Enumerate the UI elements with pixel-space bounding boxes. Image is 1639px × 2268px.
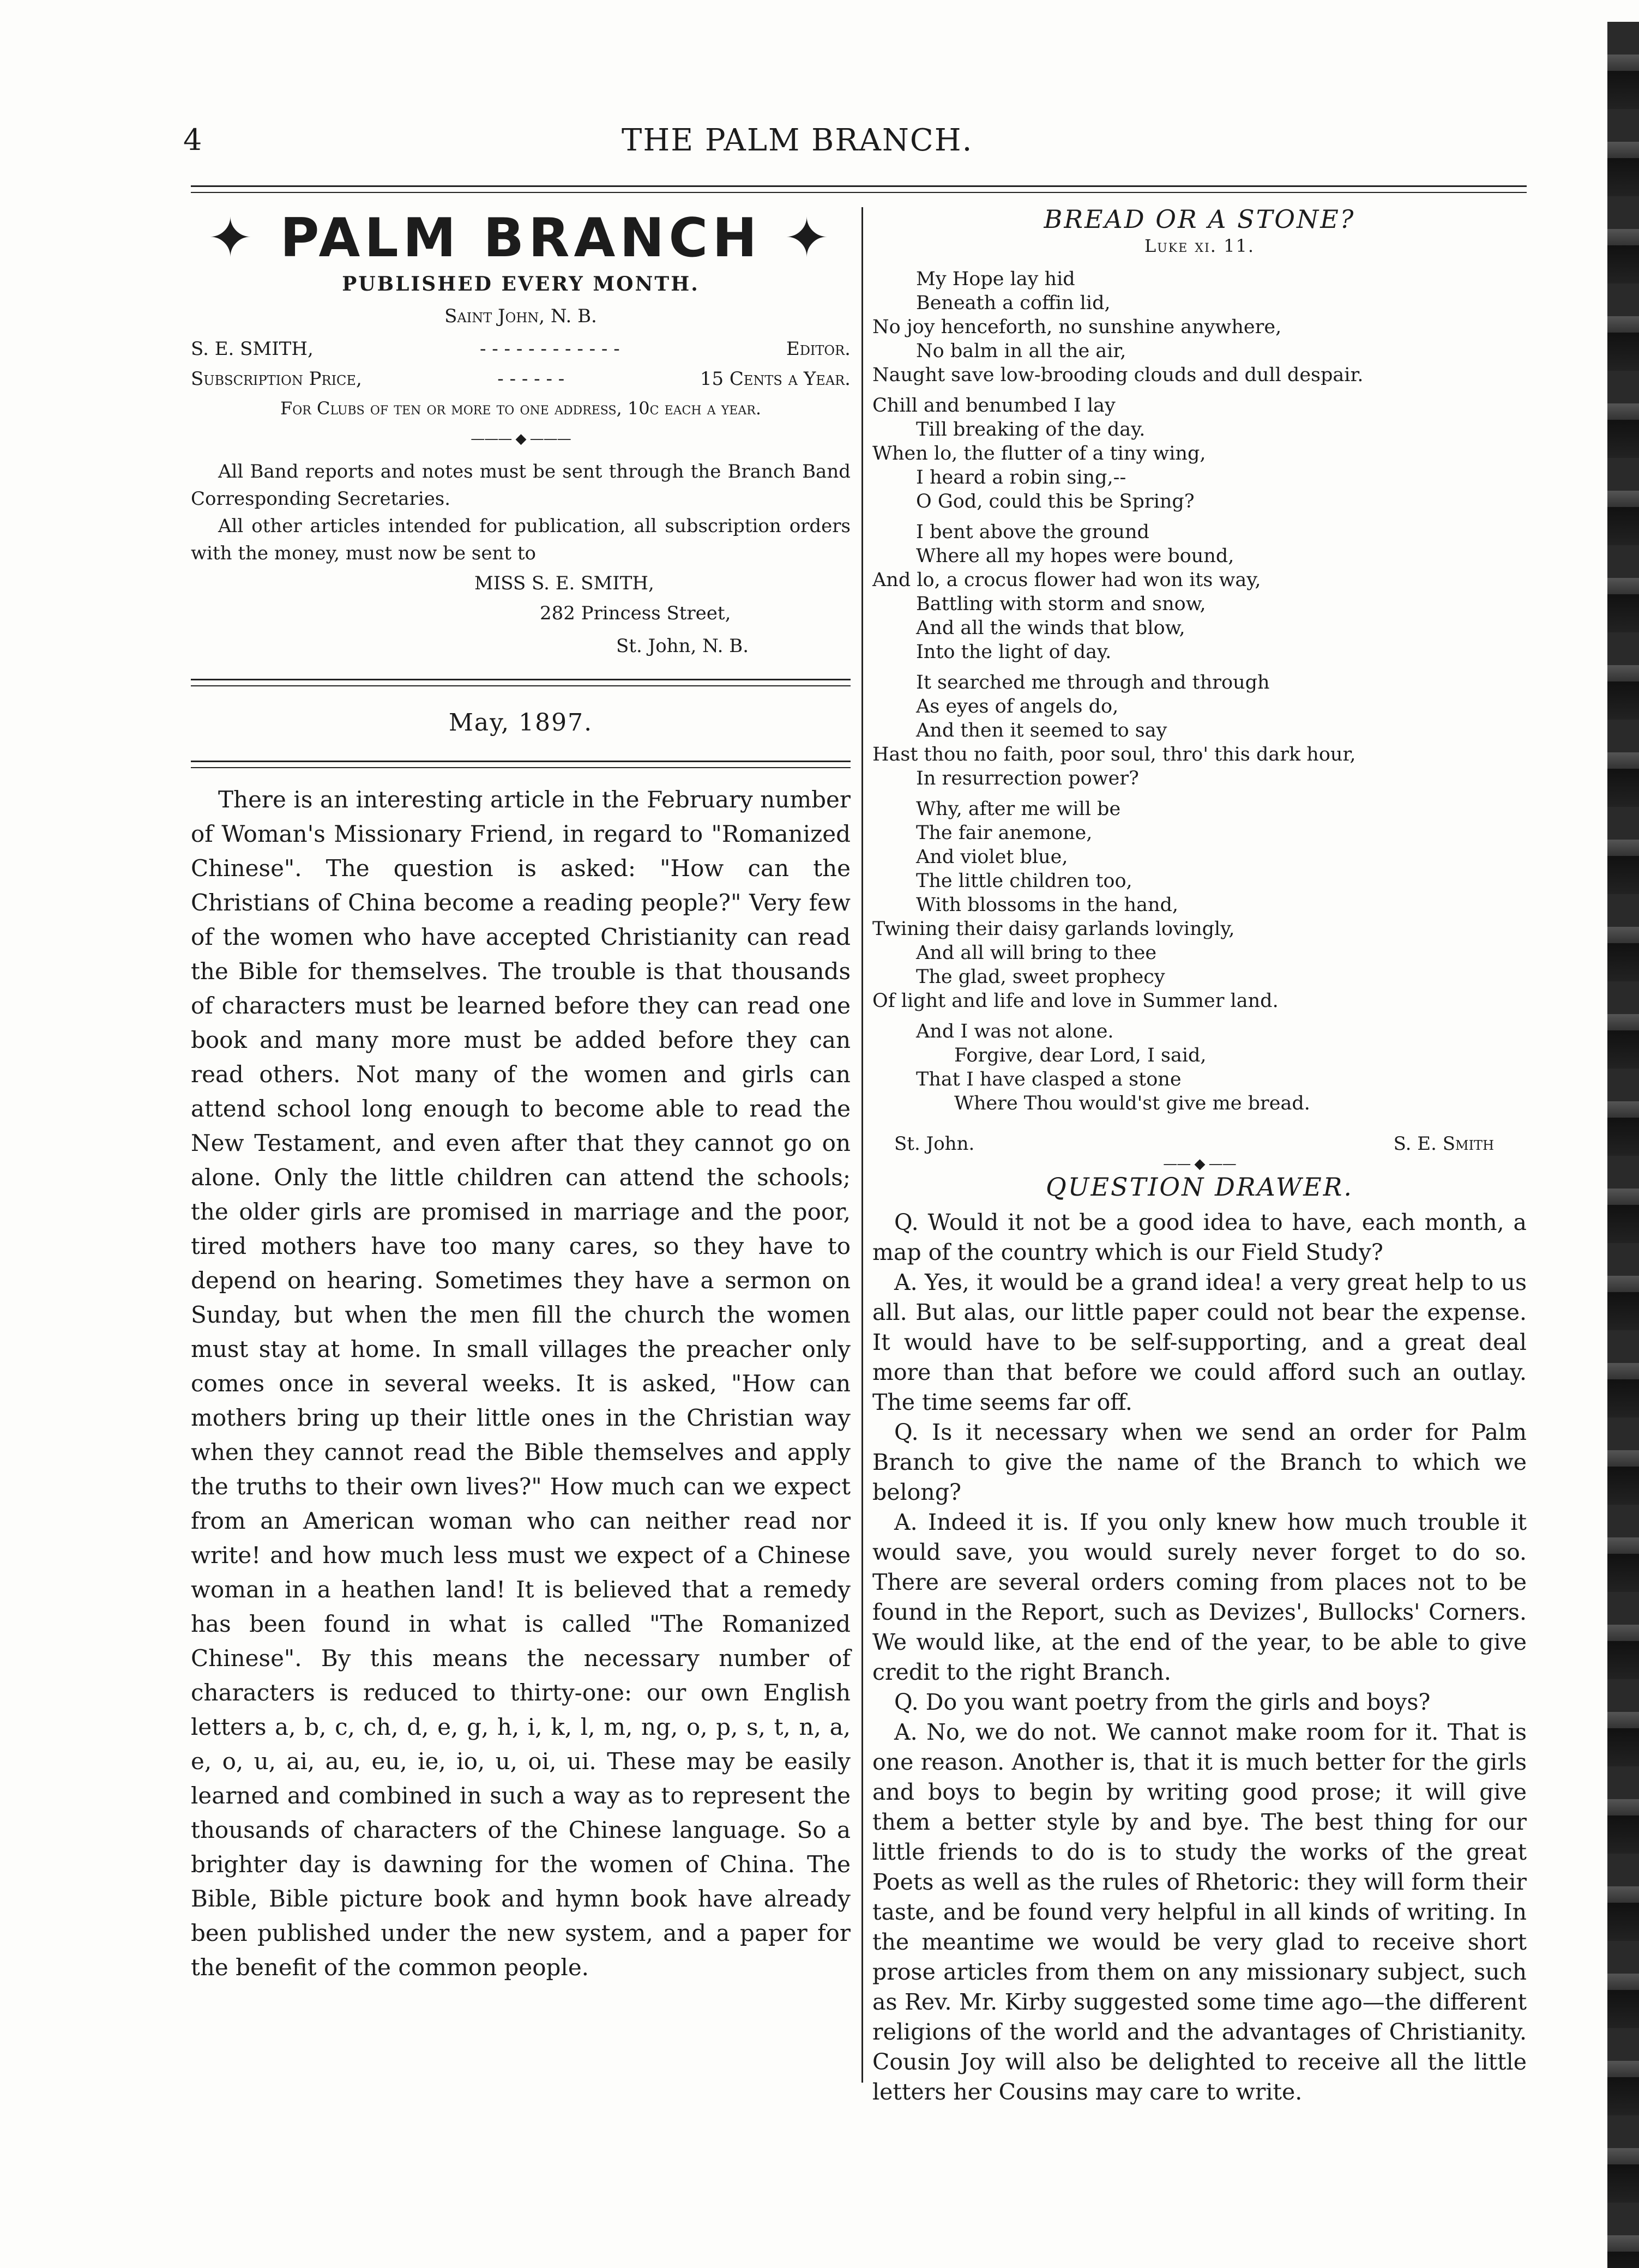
scan-edge bbox=[1607, 22, 1639, 2268]
price-label: Subscription Price, bbox=[191, 368, 362, 390]
question-paragraph: Q. Would it not be a good idea to have, each month, a map of the country which is our Field Study? bbox=[872, 1209, 1527, 1265]
poem-place: St. John. bbox=[894, 1133, 975, 1155]
dateline-rule-thin bbox=[191, 767, 851, 768]
poem-line: In resurrection power? bbox=[916, 768, 1139, 789]
published-line: PUBLISHED EVERY MONTH. bbox=[342, 273, 700, 295]
poem-line: And all will bring to thee bbox=[916, 942, 1157, 964]
dateline-rule bbox=[191, 761, 851, 762]
poem-line: Chill and benumbed I lay bbox=[872, 395, 1116, 417]
answer-paragraph: A. No, we do not. We cannot make room for it. That is one reason. Another is, that it is much better for the girls and boys to begin by writing good prose; it will give them a better style by and bye. The best thing for our little friends to do is to study the works of the great Poets as well as the rules of Rhetoric: they will form their taste, and be found very helpful in all kinds of writing. In the meantime we would be very glad to receive short prose articles from them on any missionary subject, such as Rev. Mr. Kirby suggested some time ago—the different religions of the world and the advantages of Christianity. Cousin Joy will also be delighted to receive all the little letters her Cousins may care to write. bbox=[872, 1719, 1527, 2105]
price-line bbox=[191, 368, 851, 390]
poem-author: S. E. Smith bbox=[1393, 1133, 1494, 1155]
place-line: Saint John, N. B. bbox=[444, 305, 597, 327]
editor-line bbox=[191, 338, 851, 360]
poem-stanza bbox=[872, 520, 1527, 664]
poem-line: Into the light of day. bbox=[916, 641, 1112, 663]
price-value: 15 Cents a Year. bbox=[700, 368, 851, 390]
poem-stanza bbox=[872, 797, 1527, 1013]
poem-line: As eyes of angels do, bbox=[916, 696, 1119, 717]
address-city: St. John, N. B. bbox=[616, 635, 749, 657]
poem-line: And lo, a crocus flower had won its way, bbox=[872, 569, 1261, 591]
poem-title: BREAD OR A STONE? bbox=[1044, 204, 1355, 234]
poem-line: And then it seemed to say bbox=[916, 720, 1167, 741]
poem-stanza bbox=[872, 1020, 1527, 1115]
poem-line: No balm in all the air, bbox=[916, 340, 1126, 362]
poem-line: It searched me through and through bbox=[916, 672, 1270, 693]
running-head: THE PALM BRANCH. bbox=[622, 123, 973, 158]
poem-line: That I have clasped a stone bbox=[916, 1069, 1182, 1090]
notice-band-reports: All Band reports and notes must be sent through the Branch Band Corresponding Secretaries. bbox=[191, 461, 851, 510]
question-paragraph: Q. Is it necessary when we send an order for Palm Branch to give the name of the Branch to which we belong? bbox=[872, 1419, 1527, 1505]
poem-line: My Hope lay hid bbox=[916, 268, 1075, 290]
poem-line: Of light and life and love in Summer land. bbox=[872, 990, 1279, 1012]
poem-line: O God, could this be Spring? bbox=[916, 491, 1195, 512]
question-paragraph: Q. Do you want poetry from the girls and boys? bbox=[894, 1689, 1431, 1715]
masthead-rule bbox=[191, 679, 851, 680]
poem-line: Twining their daisy garlands lovingly, bbox=[872, 918, 1235, 940]
poem-line: Beneath a coffin lid, bbox=[916, 292, 1111, 314]
poem-line: The little children too, bbox=[916, 870, 1132, 892]
answer-paragraph: A. Indeed it is. If you only knew how much trouble it would save, you would surely never forget to do so. There are several orders coming from places not to be found in the Report, such as Devizes', Bullocks' Corners. We would like, at the end of the year, to be able to give credit to the right Branch. bbox=[872, 1509, 1527, 1685]
masthead-rule-thin bbox=[191, 685, 851, 686]
poem-reference: Luke xi. 11. bbox=[1144, 236, 1255, 256]
poem-line: And all the winds that blow, bbox=[916, 617, 1185, 639]
editor-name: S. E. SMITH, bbox=[191, 338, 314, 360]
poem-line: When lo, the flutter of a tiny wing, bbox=[872, 443, 1206, 465]
poem-line: Why, after me will be bbox=[916, 798, 1121, 820]
price-leader: - - - - - - bbox=[497, 368, 565, 390]
poem-line: I heard a robin sing,-- bbox=[916, 467, 1126, 488]
address-street: 282 Princess Street, bbox=[540, 602, 731, 624]
poem-line: Naught save low-brooding clouds and dull despair. bbox=[872, 364, 1364, 386]
ornament-divider: —— ◆ —— bbox=[1163, 1156, 1236, 1172]
column-divider bbox=[861, 207, 863, 2083]
poem-line: And violet blue, bbox=[916, 846, 1068, 868]
poem-signature bbox=[872, 1133, 1527, 1155]
poem-line: The fair anemone, bbox=[916, 822, 1093, 844]
question-drawer-body bbox=[872, 1208, 1527, 2107]
poem-line: The glad, sweet prophecy bbox=[916, 966, 1165, 988]
masthead-title: ✦ PALM BRANCH ✦ bbox=[208, 207, 834, 269]
header-rule bbox=[191, 185, 1527, 187]
page-number: 4 bbox=[183, 123, 202, 157]
address-name: MISS S. E. SMITH, bbox=[474, 572, 654, 594]
header-rule-thin bbox=[191, 192, 1527, 193]
poem-line: No joy henceforth, no sunshine anywhere, bbox=[872, 316, 1282, 338]
poem-line: Where all my hopes were bound, bbox=[916, 545, 1234, 567]
poem-line: Where Thou would'st give me bread. bbox=[954, 1093, 1310, 1114]
poem-line: Hast thou no faith, poor soul, thro' this dark hour, bbox=[872, 744, 1356, 765]
poem-line: I bent above the ground bbox=[916, 521, 1149, 543]
poem-line: Forgive, dear Lord, I said, bbox=[954, 1045, 1207, 1066]
editor-label: Editor. bbox=[786, 338, 851, 360]
ornament-divider: ——— ◆ ——— bbox=[471, 431, 571, 447]
notice-articles: All other articles intended for publication, all subscription orders with the money, must now be sent to bbox=[191, 515, 851, 564]
poem-line: With blossoms in the hand, bbox=[916, 894, 1179, 916]
poem-stanza bbox=[872, 394, 1527, 514]
poem-body bbox=[872, 267, 1527, 1122]
poem-stanza bbox=[872, 671, 1527, 791]
dateline: May, 1897. bbox=[448, 709, 593, 737]
answer-paragraph: A. Yes, it would be a grand idea! a very great help to us all. But alas, our little paper could not bear the expense. It would have to be self-supporting, and a great deal more than that before we could afford such an outlay. The time seems far off. bbox=[872, 1269, 1527, 1415]
question-drawer-title: QUESTION DRAWER. bbox=[1046, 1172, 1353, 1202]
clubs-line: For Clubs of ten or more to one address, 10c each a year. bbox=[280, 398, 761, 419]
poem-line: And I was not alone. bbox=[916, 1021, 1114, 1042]
editor-leader: - - - - - - - - - - - - bbox=[479, 338, 620, 360]
poem-line: Battling with storm and snow, bbox=[916, 593, 1206, 615]
poem-stanza bbox=[872, 267, 1527, 387]
poem-line: Till breaking of the day. bbox=[916, 419, 1146, 441]
editorial-article: There is an interesting article in the February number of Woman's Missionary Friend, in regard to "Romanized Chinese". The question is asked: "How can the Christians of China become a reading people?" Very few of the women who have accepted Christianity can read the Bible for themselves. The trouble is that thousands of characters must be learned before they can read one book and many more must be added before they can read others. Not many of the women and girls can attend school long enough to become able to read the New Testament, and even after that they cannot go on alone. Only the little children can attend the schools; the older girls are promised in marriage and the poor, tired mothers have too many cares, so they have to depend on hearing. Sometimes they have a sermon on Sunday, but when the men fill the church the women must stay at home. In small villages the preacher only comes once in several weeks. It is asked, "How can mothers bring up their little ones in the Christian way when they cannot read the Bible themselves and apply the truths to their own lives?" How much can we expect from an American woman who can neither read nor write! and how much less must we expect of a Chinese woman in a heathen land! It is believed that a remedy has been found in what is called "The Romanized Chinese". By this means the necessary number of characters is reduced to thirty-one: our own English letters a, b, c, ch, d, e, g, h, i, k, l, m, ng, o, p, s, t, n, a, e, o, u, ai, au, eu, ie, io, u, oi, ui. These may be easily learned and combined in such a way as to represent the thousands of characters of the Chinese language. So a brighter day is dawning for the women of China. The Bible, Bible picture book and hymn book have already been published under the new system, and a paper for the benefit of the common people. bbox=[191, 786, 851, 1981]
